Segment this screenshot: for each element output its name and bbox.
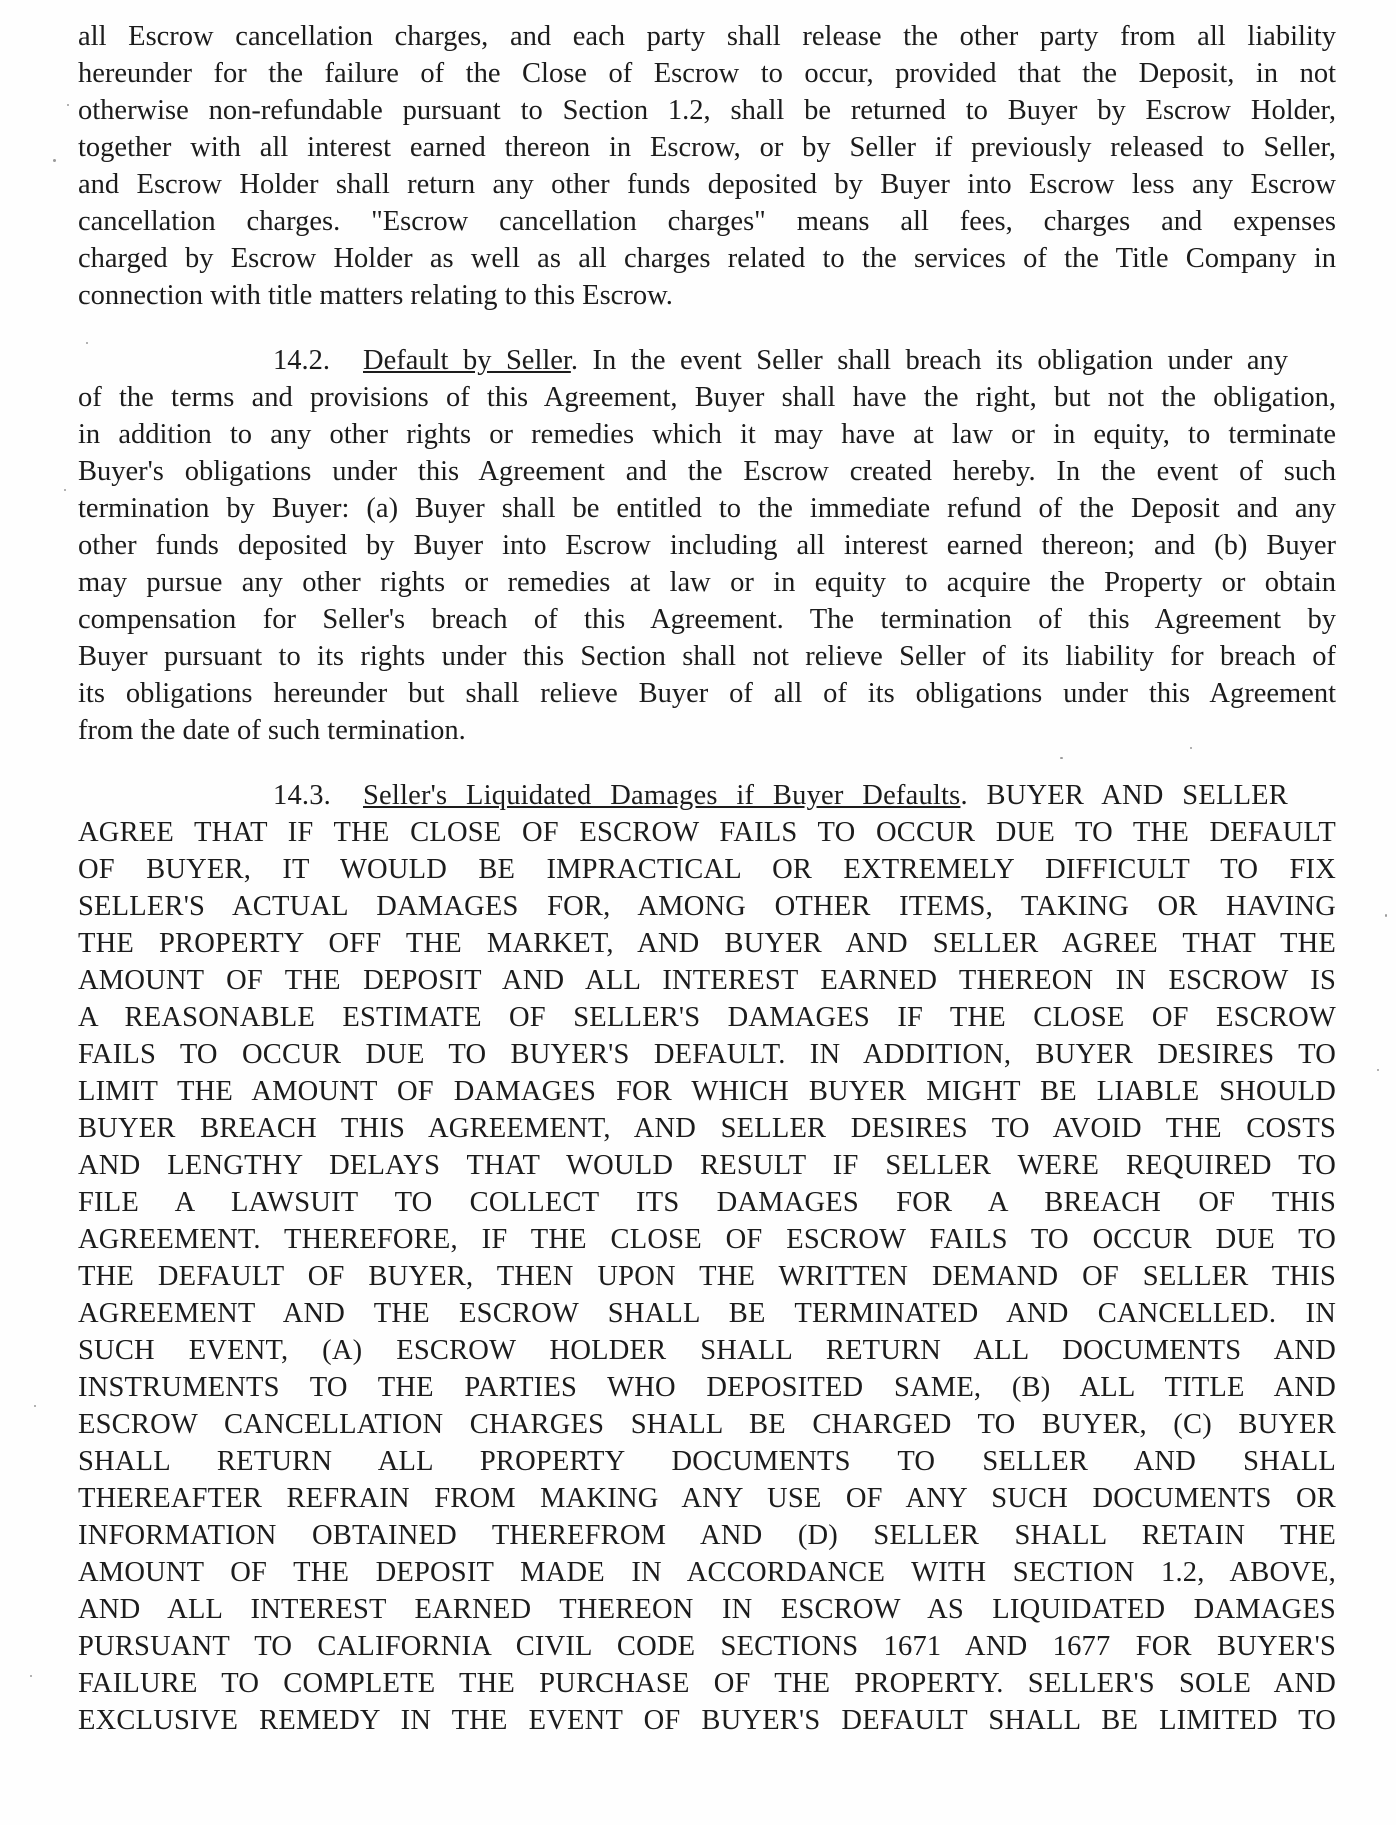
text-line: A REASONABLE ESTIMATE OF SELLER'S DAMAGES IF THE CLOSE OF ESCROW: [78, 1002, 1336, 1033]
text-line: FILE A LAWSUIT TO COLLECT ITS DAMAGES FOR A BREACH OF THIS: [78, 1187, 1336, 1218]
text-line: AND LENGTHY DELAYS THAT WOULD RESULT IF SELLER WERE REQUIRED TO: [78, 1150, 1336, 1181]
text-line: in addition to any other rights or remedies which it may have at law or in equity, to terminate: [78, 419, 1336, 450]
text-line: THE PROPERTY OFF THE MARKET, AND BUYER AND SELLER AGREE THAT THE: [78, 928, 1336, 959]
text-line: INFORMATION OBTAINED THEREFROM AND (D) SELLER SHALL RETAIN THE: [78, 1520, 1336, 1551]
text-line: together with all interest earned thereon in Escrow, or by Seller if previously released to Seller,: [78, 132, 1336, 163]
scan-speck: [1385, 914, 1387, 917]
section-14-3: [78, 777, 1336, 1739]
text-line: Buyer pursuant to its rights under this Section shall not relieve Seller of its liability for breach of: [78, 641, 1336, 672]
text-line: AGREE THAT IF THE CLOSE OF ESCROW FAILS TO OCCUR DUE TO THE DEFAULT: [78, 817, 1336, 848]
text-line: other funds deposited by Buyer into Escrow including all interest earned thereon; and (b) Buyer: [78, 530, 1336, 561]
section-first-line-rest: . In the event Seller shall breach its obligation under any: [570, 345, 1288, 376]
section-heading: Seller's Liquidated Damages if Buyer Defaults: [363, 780, 961, 811]
section-first-line-text: [363, 777, 1288, 814]
text-line: SELLER'S ACTUAL DAMAGES FOR, AMONG OTHER ITEMS, TAKING OR HAVING: [78, 891, 1336, 922]
text-line: LIMIT THE AMOUNT OF DAMAGES FOR WHICH BUYER MIGHT BE LIABLE SHOULD: [78, 1076, 1336, 1107]
section-heading: Default by Seller: [363, 345, 571, 376]
text-line: charged by Escrow Holder as well as all charges related to the services of the Title Company in: [78, 243, 1336, 274]
text-line: Buyer's obligations under this Agreement and the Escrow created hereby. In the event of such: [78, 456, 1336, 487]
section-first-line: [78, 777, 1336, 814]
text-line: OF BUYER, IT WOULD BE IMPRACTICAL OR EXTREMELY DIFFICULT TO FIX: [78, 854, 1336, 885]
text-line: FAILURE TO COMPLETE THE PURCHASE OF THE PROPERTY. SELLER'S SOLE AND: [78, 1668, 1336, 1699]
text-line: AGREEMENT. THEREFORE, IF THE CLOSE OF ESCROW FAILS TO OCCUR DUE TO: [78, 1224, 1336, 1255]
section-14-2: [78, 342, 1336, 749]
section-number: 14.2.: [273, 345, 330, 376]
document-body: [78, 18, 1336, 1739]
scan-speck: [53, 159, 56, 162]
text-line: EXCLUSIVE REMEDY IN THE EVENT OF BUYER'S DEFAULT SHALL BE LIMITED TO: [78, 1705, 1336, 1736]
paragraph-gap: [78, 749, 1336, 777]
text-line: INSTRUMENTS TO THE PARTIES WHO DEPOSITED SAME, (B) ALL TITLE AND: [78, 1372, 1336, 1403]
text-line: SHALL RETURN ALL PROPERTY DOCUMENTS TO SELLER AND SHALL: [78, 1446, 1336, 1477]
text-line: connection with title matters relating to this Escrow.: [78, 280, 673, 311]
text-line: and Escrow Holder shall return any other funds deposited by Buyer into Escrow less any Escrow: [78, 169, 1336, 200]
scan-speck: [1377, 1069, 1379, 1071]
text-line: compensation for Seller's breach of this Agreement. The termination of this Agreement by: [78, 604, 1336, 635]
scan-speck: [34, 1405, 36, 1407]
text-line: SUCH EVENT, (A) ESCROW HOLDER SHALL RETURN ALL DOCUMENTS AND: [78, 1335, 1336, 1366]
paragraph-gap: [78, 314, 1336, 342]
text-line: THE DEFAULT OF BUYER, THEN UPON THE WRITTEN DEMAND OF SELLER THIS: [78, 1261, 1336, 1292]
text-line: its obligations hereunder but shall relieve Buyer of all of its obligations under this Agreement: [78, 678, 1336, 709]
text-line: AMOUNT OF THE DEPOSIT MADE IN ACCORDANCE WITH SECTION 1.2, ABOVE,: [78, 1557, 1336, 1588]
text-line: BUYER BREACH THIS AGREEMENT, AND SELLER DESIRES TO AVOID THE COSTS: [78, 1113, 1336, 1144]
text-line: otherwise non-refundable pursuant to Section 1.2, shall be returned to Buyer by Escrow Holder,: [78, 95, 1336, 126]
scan-speck: [64, 489, 66, 491]
section-first-line-rest: . BUYER AND SELLER: [960, 780, 1288, 811]
intro-paragraph: [78, 18, 1336, 314]
text-line: of the terms and provisions of this Agreement, Buyer shall have the right, but not the obligation,: [78, 382, 1336, 413]
text-line: all Escrow cancellation charges, and each party shall release the other party from all liability: [78, 21, 1336, 52]
text-line: AMOUNT OF THE DEPOSIT AND ALL INTEREST EARNED THEREON IN ESCROW IS: [78, 965, 1336, 996]
text-line: PURSUANT TO CALIFORNIA CIVIL CODE SECTIONS 1671 AND 1677 FOR BUYER'S: [78, 1631, 1336, 1662]
text-line: hereunder for the failure of the Close of Escrow to occur, provided that the Deposit, in not: [78, 58, 1336, 89]
section-first-line: [78, 342, 1336, 379]
text-line: termination by Buyer: (a) Buyer shall be entitled to the immediate refund of the Deposit and any: [78, 493, 1336, 524]
section-number: 14.3.: [273, 780, 331, 811]
scan-speck: [67, 104, 69, 106]
text-line: THEREAFTER REFRAIN FROM MAKING ANY USE OF ANY SUCH DOCUMENTS OR: [78, 1483, 1336, 1514]
scan-speck: [30, 1675, 32, 1677]
text-line: ESCROW CANCELLATION CHARGES SHALL BE CHARGED TO BUYER, (C) BUYER: [78, 1409, 1336, 1440]
section-first-line-text: [363, 342, 1288, 379]
text-line: cancellation charges. "Escrow cancellation charges" means all fees, charges and expenses: [78, 206, 1336, 237]
text-line: may pursue any other rights or remedies at law or in equity to acquire the Property or obtain: [78, 567, 1336, 598]
text-line: AND ALL INTEREST EARNED THEREON IN ESCROW AS LIQUIDATED DAMAGES: [78, 1594, 1336, 1625]
text-line: AGREEMENT AND THE ESCROW SHALL BE TERMINATED AND CANCELLED. IN: [78, 1298, 1336, 1329]
text-line: FAILS TO OCCUR DUE TO BUYER'S DEFAULT. IN ADDITION, BUYER DESIRES TO: [78, 1039, 1336, 1070]
text-line: from the date of such termination.: [78, 715, 466, 746]
